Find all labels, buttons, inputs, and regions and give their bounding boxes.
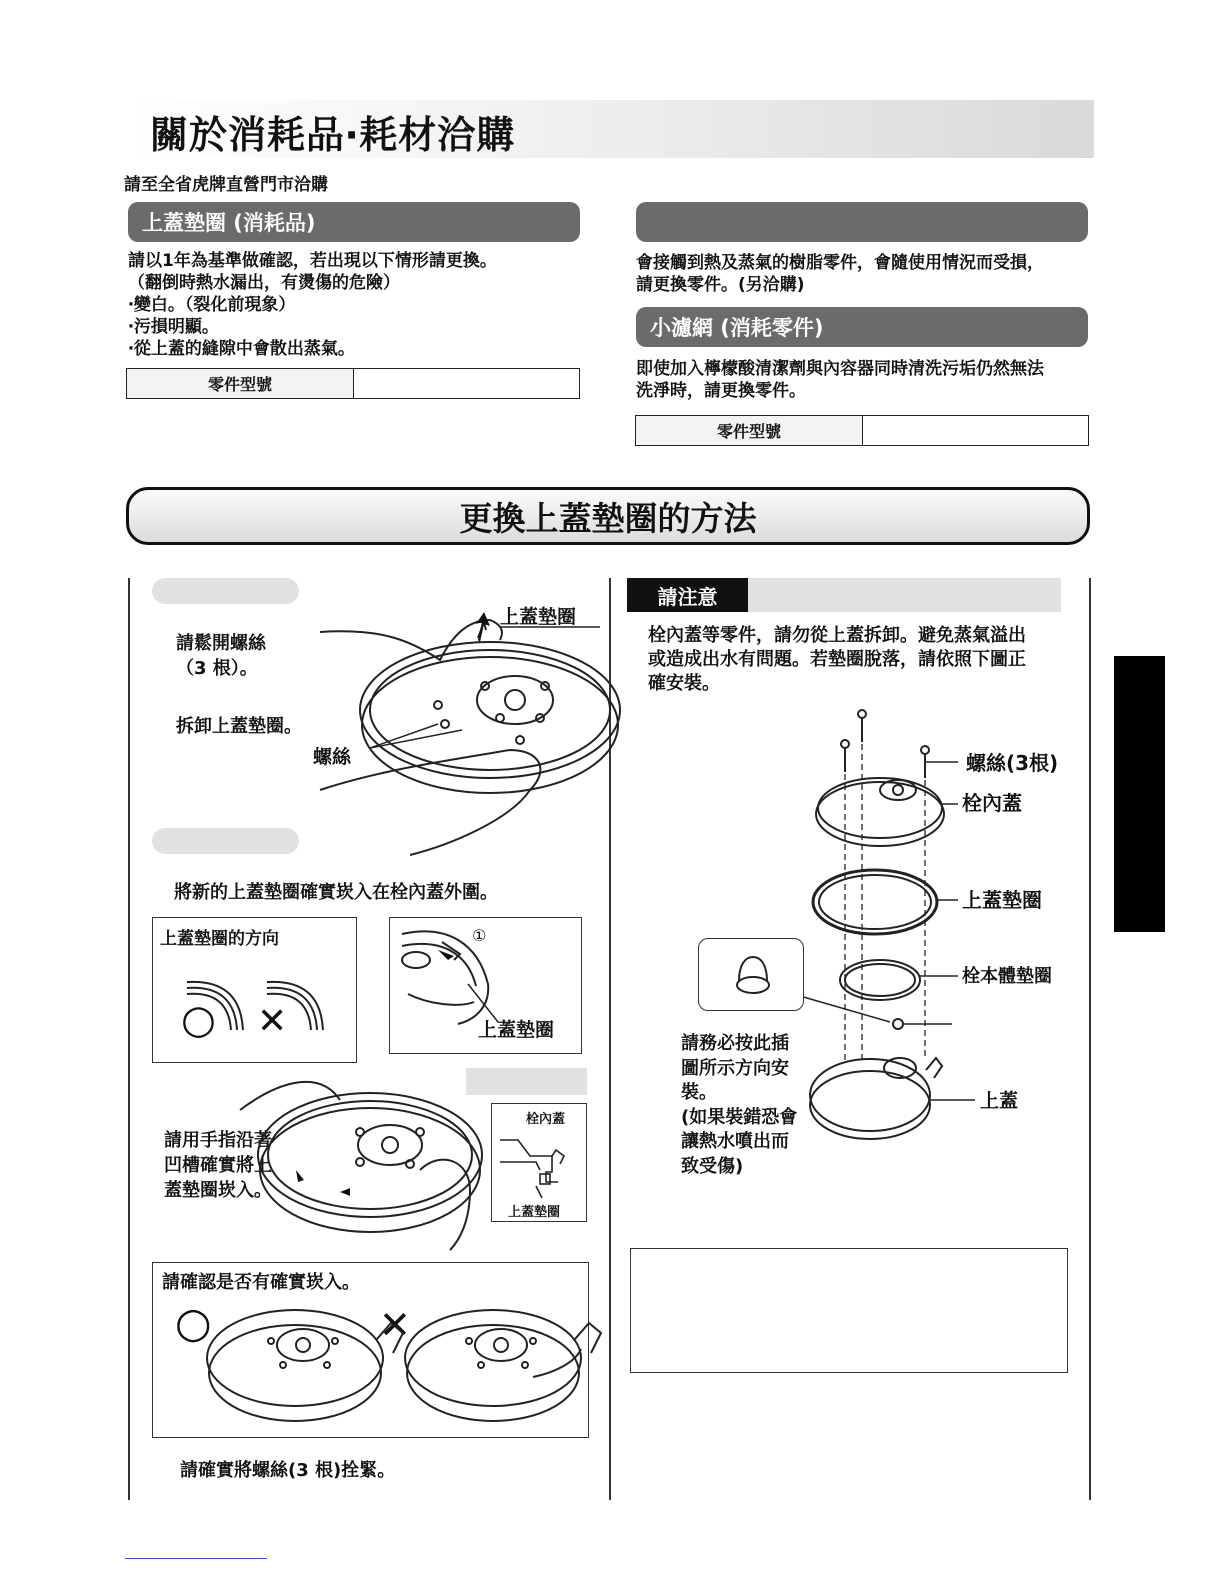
step1-instruction — [176, 631, 266, 681]
finger-illustration — [240, 1070, 480, 1250]
warning-line: 圖所示方向安 — [681, 1057, 789, 1079]
filter-heading: 小濾網 (消耗零件) — [636, 307, 1088, 347]
step1-illustration — [300, 600, 600, 860]
resin-heading — [636, 202, 1088, 242]
side-index-tab — [1114, 656, 1165, 932]
notice-text — [648, 624, 1026, 696]
gasket-line: ‧變白。（裂化前現象） — [128, 295, 296, 315]
warning-line: 致受傷) — [681, 1155, 744, 1177]
notice-line: 或造成出水有問題。若墊圈脫落，請依照下圖正 — [648, 649, 1026, 670]
warning-line: 讓熱水噴出而 — [681, 1131, 789, 1152]
confirm-title: 請確認是否有確實崁入。 — [162, 1272, 360, 1293]
step1-line: （3 根）。 — [176, 658, 258, 679]
confirm-ok-mark: ○ — [175, 1298, 212, 1347]
filter-description — [636, 358, 1044, 402]
warning-line: (如果裝錯恐會 — [681, 1106, 798, 1128]
finger-line: 蓋墊圈崁入。 — [164, 1180, 272, 1201]
label-lid: 上蓋 — [980, 1090, 1019, 1112]
label-screws: 螺絲(3根) — [966, 751, 1059, 775]
warning-line: 請務必按此插 — [681, 1033, 789, 1054]
section-diagram-box — [491, 1103, 587, 1222]
resin-description — [636, 252, 1044, 296]
page-title: 關於消耗品‧耗材洽購 — [150, 113, 516, 157]
gasket-line: ‧污損明顯。 — [128, 317, 219, 337]
gasket-closeup-diagram — [398, 924, 578, 1024]
circled-number: ① — [472, 926, 487, 945]
section-gasket-label: 上蓋墊圈 — [508, 1205, 561, 1220]
part-callout-shape — [731, 953, 775, 997]
step1-gasket-label: 上蓋墊圈 — [500, 606, 577, 628]
finger-line: 凹槽確實將上 — [164, 1155, 272, 1176]
notice-tag: 請注意 — [627, 578, 748, 612]
finger-line: 請用手指沿著 — [164, 1130, 272, 1151]
confirm-ng-mark: ✕ — [379, 1303, 411, 1347]
label-inner-lid: 栓內蓋 — [962, 791, 1022, 815]
purchase-note: 請至全省虎牌直營門市洽購 — [124, 175, 328, 195]
resin-line: 會接觸到熱及蒸氣的樹脂零件，會隨使用情況而受損， — [636, 253, 1044, 273]
gasket-line: ‧從上蓋的縫隙中會散出蒸氣。 — [128, 339, 355, 359]
confirm-box — [152, 1262, 589, 1438]
gasket-line: （翻倒時熱水漏出，有燙傷的危險） — [128, 273, 400, 293]
filter-model-table — [635, 415, 1089, 446]
gasket-line: 請以1年為基準做確認，若出現以下情形請更換。 — [128, 251, 497, 271]
label-gasket: 上蓋墊圈 — [962, 888, 1042, 912]
filter-line: 即使加入檸檬酸清潔劑與內容器同時清洗污垢仍然無法 — [636, 359, 1044, 379]
notice-line: 確安裝。 — [648, 673, 720, 694]
column-rule-right — [1089, 578, 1091, 1500]
gasket-heading: 上蓋墊圈 (消耗品) — [128, 202, 580, 242]
gasket-closeup-box — [389, 917, 582, 1054]
step1-line: 請鬆開螺絲 — [176, 633, 266, 654]
tighten-note: 請確實將螺絲(3 根)拴緊。 — [180, 1460, 396, 1481]
footer-line — [125, 1558, 267, 1559]
direction-title: 上蓋墊圈的方向 — [160, 929, 279, 949]
confirm-diagrams — [203, 1303, 583, 1433]
step2-pill — [152, 828, 299, 854]
section-profile — [496, 1126, 584, 1206]
step2-instruction: 將新的上蓋墊圈確實崁入在栓內蓋外圍。 — [174, 882, 498, 903]
model-label: 零件型號 — [636, 416, 863, 445]
gasket-description — [128, 250, 497, 360]
install-warning — [681, 1032, 797, 1179]
step1-remove-text: 拆卸上蓋墊圈。 — [176, 716, 302, 737]
resin-line: 請更換零件。(另洽購) — [636, 275, 805, 295]
part-callout — [698, 938, 804, 1011]
closeup-gasket-label: 上蓋墊圈 — [478, 1019, 555, 1041]
gasket-model-table — [126, 368, 580, 399]
section-inner-lid-label: 栓內蓋 — [526, 1112, 566, 1127]
step1-pill — [152, 578, 299, 604]
model-label: 零件型號 — [127, 369, 354, 398]
label-body-gasket: 栓本體墊圈 — [962, 966, 1052, 987]
direction-box — [152, 917, 357, 1063]
filter-line: 洗淨時，請更換零件。 — [636, 381, 806, 401]
step1-screw-label: 螺絲 — [313, 746, 352, 768]
method-banner: 更換上蓋墊圈的方法 — [126, 487, 1090, 545]
ng-mark: ✕ — [257, 1001, 288, 1042]
ok-mark: ○ — [181, 997, 216, 1043]
step-pill-small — [466, 1068, 587, 1095]
column-rule-left — [128, 578, 130, 1500]
warning-line: 裝。 — [681, 1082, 717, 1103]
notice-line: 栓內蓋等零件，請勿從上蓋拆卸。避免蒸氣溢出 — [648, 625, 1026, 646]
empty-note-box — [630, 1248, 1068, 1373]
